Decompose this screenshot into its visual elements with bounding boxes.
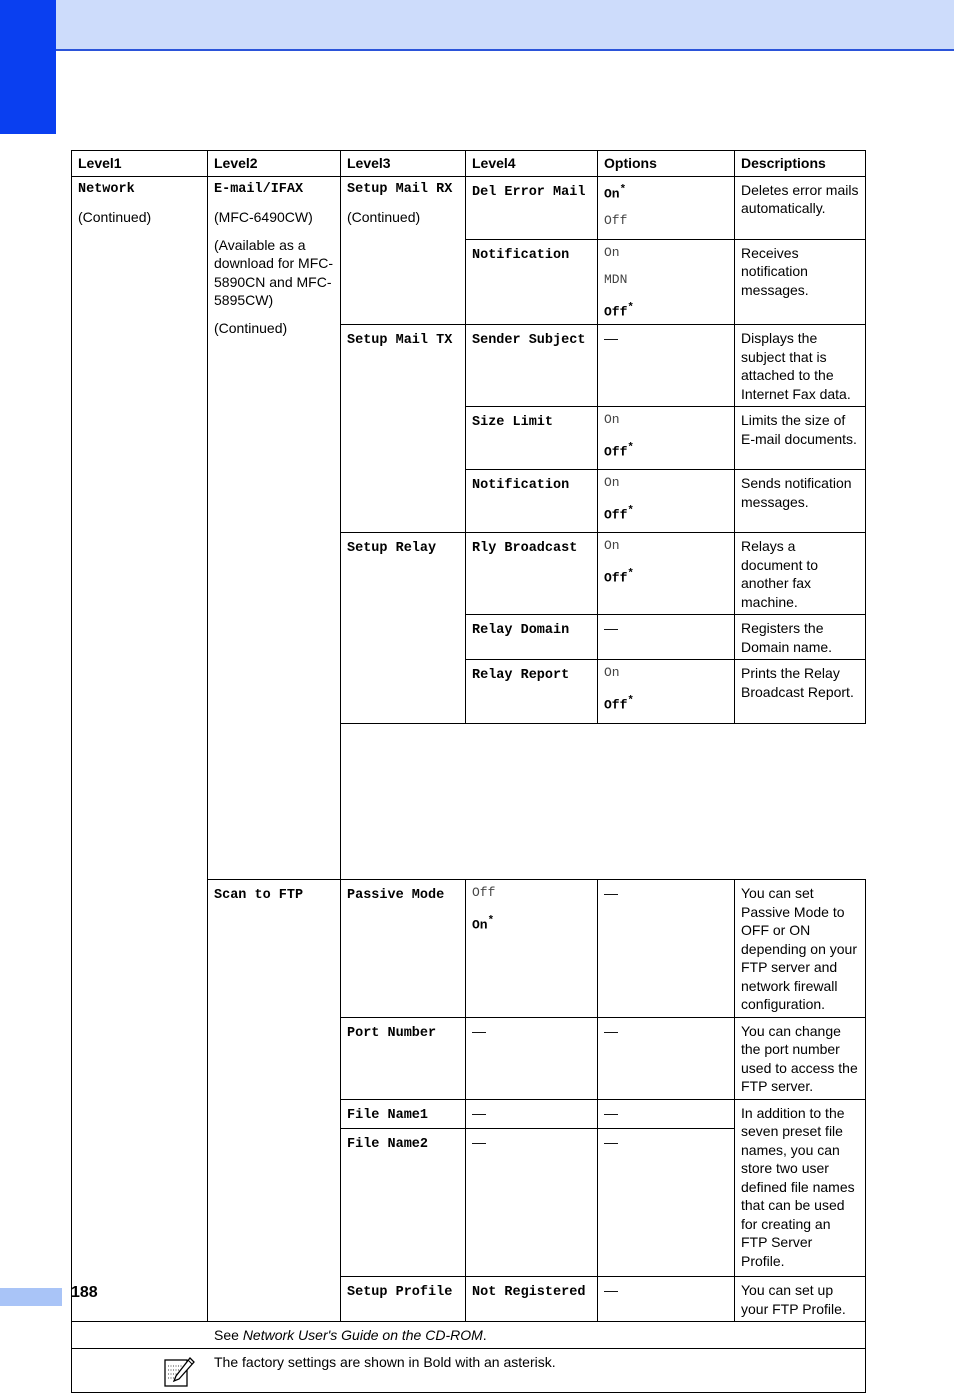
options-cell: — [598, 1017, 735, 1099]
level3-setup-relay: Setup Relay [347, 541, 437, 557]
level4-notification-tx [466, 470, 598, 533]
footnote-guide-title: Network User's Guide on the CD-ROM [242, 1327, 483, 1344]
option-default: Off* [604, 441, 634, 460]
note-pencil-icon [162, 1355, 196, 1389]
description-cell: Prints the Relay Broadcast Report. [735, 660, 866, 724]
level2-continued: (Continued) [214, 319, 288, 336]
col-level2: Level2 [208, 151, 341, 177]
level1-network: Network [78, 181, 135, 197]
size-limit-label: Size Limit [472, 415, 554, 431]
footnote-row [72, 1322, 866, 1349]
option: On [604, 244, 620, 260]
option: On [604, 412, 620, 428]
level3-setup-mail-tx-cell [341, 325, 466, 533]
col-options: Options [598, 151, 735, 177]
sender-subject-label: Sender Subject [472, 333, 586, 349]
level4-relay-domain [466, 615, 598, 660]
description-cell: Relays a document to another fax machine. [735, 533, 866, 615]
level3-setup-mail-rx: Setup Mail RX [347, 181, 453, 197]
option: On [604, 475, 620, 491]
table-row [72, 176, 866, 239]
level4-relay-report [466, 660, 598, 724]
options-cell: — [598, 1277, 735, 1322]
option-default: On* [472, 914, 495, 933]
not-registered-label: Not Registered [472, 1285, 586, 1301]
level4-cell: — [466, 1129, 598, 1277]
chapter-tab [0, 0, 56, 134]
notification-label: Notification [472, 478, 570, 494]
level2-email-ifax: E-mail/IFAX [214, 181, 304, 197]
level3-setup-profile [341, 1277, 466, 1322]
level1-cell [72, 176, 208, 1322]
level3-passive-mode [341, 880, 466, 1018]
description-cell: You can set up your FTP Profile. [735, 1277, 866, 1322]
option-default: Off* [604, 567, 634, 586]
settings-table [71, 150, 866, 1393]
level4-cell [466, 1277, 598, 1322]
level4-del-error-mail [466, 176, 598, 239]
description-cell: Deletes error mails automatically. [735, 176, 866, 239]
col-descriptions: Descriptions [735, 151, 866, 177]
description-cell: You can set Passive Mode to OFF or ON depending on your FTP server and network firewall configuration. [735, 880, 866, 1018]
factory-note-text: The factory settings are shown in Bold with an asterisk. [214, 1353, 556, 1370]
option-default: Off* [604, 301, 634, 319]
passive-mode-label: Passive Mode [347, 888, 445, 904]
level4-cell: — [466, 1099, 598, 1129]
level3-file-name1 [341, 1099, 466, 1129]
level2-availability: (Available as a download for MFC-5890CN and MFC-5895CW) [214, 236, 334, 308]
options-cell: — [598, 325, 735, 407]
options-cell: — [598, 615, 735, 660]
description-cell: Registers the Domain name. [735, 615, 866, 660]
options-cell [598, 660, 735, 724]
description-cell: In addition to the seven preset file names, you can store two user defined file names that can be used for creating an FTP Server Profile. [735, 1099, 866, 1277]
level2-scan-to-ftp: Scan to FTP [214, 888, 304, 904]
level3-file-name2 [341, 1129, 466, 1277]
description-cell: Limits the size of E-mail documents. [735, 407, 866, 470]
col-level1: Level1 [72, 151, 208, 177]
options-cell [598, 533, 735, 615]
options-cell [598, 176, 735, 239]
file-name2-label: File Name2 [347, 1137, 429, 1153]
file-name1-label: File Name1 [347, 1107, 429, 1123]
level4-size-limit [466, 407, 598, 470]
level1-continued: (Continued) [78, 209, 152, 225]
level3-setup-mail-rx-cell [341, 176, 466, 325]
level4-passive-options [466, 880, 598, 1018]
header-band [0, 0, 954, 51]
options-cell [598, 470, 735, 533]
options-cell: — [598, 1129, 735, 1277]
del-error-mail-label: Del Error Mail [472, 184, 586, 200]
factory-note-cell [72, 1348, 866, 1392]
options-cell [598, 407, 735, 470]
footnote-period: . [482, 1327, 487, 1344]
options-cell: — [598, 880, 735, 1018]
description-cell: Receives notification messages. [735, 239, 866, 325]
level4-notification-rx [466, 239, 598, 325]
setup-profile-label: Setup Profile [347, 1285, 453, 1301]
options-cell [598, 239, 735, 325]
description-cell: Displays the subject that is attached to the Internet Fax data. [735, 325, 866, 407]
level3-port-number [341, 1017, 466, 1099]
rly-broadcast-label: Rly Broadcast [472, 541, 578, 557]
relay-domain-label: Relay Domain [472, 623, 570, 639]
option: Off [472, 885, 496, 901]
description-cell: You can change the port number used to access the FTP server. [735, 1017, 866, 1099]
option: Off [604, 213, 628, 229]
options-cell: — [598, 1099, 735, 1129]
col-level3: Level3 [341, 151, 466, 177]
option: MDN [604, 272, 628, 287]
factory-note-row [72, 1348, 866, 1392]
relay-report-label: Relay Report [472, 668, 570, 684]
page-number-bar [0, 1288, 62, 1306]
level4-sender-subject [466, 325, 598, 407]
level3-setup-mail-tx: Setup Mail TX [347, 333, 453, 349]
col-level4: Level4 [466, 151, 598, 177]
option: On [604, 538, 620, 554]
level2-email-cell [208, 176, 341, 880]
table-header-row [72, 151, 866, 177]
description-cell: Sends notification messages. [735, 470, 866, 533]
page-number: 188 [71, 1284, 98, 1301]
level4-rly-broadcast [466, 533, 598, 615]
level3-setup-relay-cell [341, 533, 466, 724]
option: On [604, 665, 620, 681]
level2-scan-to-ftp-cell [208, 880, 341, 1322]
option-default: On* [604, 183, 627, 201]
port-number-label: Port Number [347, 1025, 437, 1041]
option-default: Off* [604, 504, 634, 523]
level4-cell: — [466, 1017, 598, 1099]
notification-label: Notification [472, 247, 570, 263]
footnote-cell [72, 1322, 866, 1349]
option-default: Off* [604, 694, 634, 713]
footnote-see: See [214, 1327, 239, 1344]
level2-model: (MFC-6490CW) [214, 209, 313, 225]
level3-continued: (Continued) [347, 209, 421, 225]
